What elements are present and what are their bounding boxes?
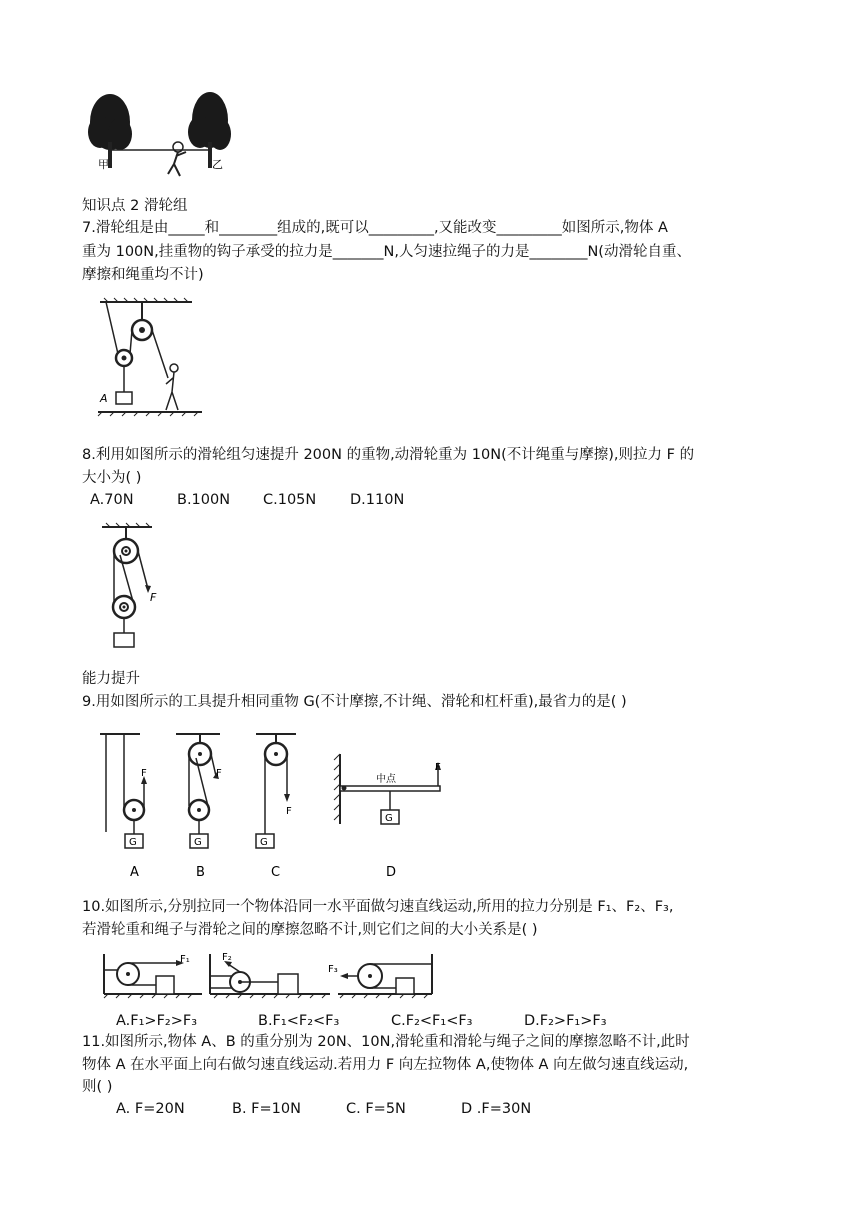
q8-line1: 8.利用如图所示的滑轮组匀速提升 200N 的重物,动滑轮重为 10N(不计绳重与摩擦),则拉力 F 的 bbox=[82, 447, 695, 463]
q7-line2: 重为 100N,挂重物的钩子承受的拉力是_______N,人匀速拉绳子的力是________N(动滑轮自重、 bbox=[82, 244, 691, 260]
q9-line1: 9.用如图所示的工具提升相同重物 G(不计摩擦,不计绳、滑轮和杠杆重),最省力的是( ) bbox=[82, 694, 627, 710]
tree-label-jia: 甲 bbox=[98, 158, 109, 171]
q9-a-g: G bbox=[129, 837, 137, 848]
q10-option-a: A.F₁>F₂>F₃ bbox=[116, 1013, 198, 1029]
q7-line3: 摩擦和绳重均不计) bbox=[82, 267, 204, 283]
q10-option-b: B.F₁<F₂<F₃ bbox=[258, 1013, 340, 1029]
q9-d-f: F bbox=[435, 762, 441, 773]
q8-pulley-figure bbox=[92, 521, 172, 656]
q8-option-c: C.105N bbox=[263, 492, 317, 508]
q9-c-f: F bbox=[286, 806, 292, 817]
q9-tool-c bbox=[256, 734, 296, 880]
tree-rope-figure bbox=[82, 92, 232, 187]
q9-b-g: G bbox=[194, 837, 202, 848]
q9-tool-a bbox=[100, 734, 147, 880]
q8-option-b: B.100N bbox=[177, 492, 231, 508]
q8-line2: 大小为( ) bbox=[82, 470, 142, 486]
q9-a-f: F bbox=[141, 768, 147, 779]
q9-tools-figure bbox=[96, 724, 456, 884]
q11-line1: 11.如图所示,物体 A、B 的重分别为 20N、10N,滑轮重和滑轮与绳子之间的摩擦忽略不计,此时 bbox=[82, 1034, 690, 1050]
q9-label-d: D bbox=[386, 865, 397, 880]
q9-label-c: C bbox=[271, 865, 281, 880]
q8-option-a: A.70N bbox=[90, 492, 134, 508]
q10-option-c: C.F₂<F₁<F₃ bbox=[391, 1013, 473, 1029]
q11-option-b: B. F=10N bbox=[232, 1101, 301, 1117]
q7-line1: 7.滑轮组是由_____和________组成的,既可以_________,又能改变_________如图所示,物体 A bbox=[82, 220, 668, 236]
q7-pulley-figure bbox=[92, 296, 212, 421]
q11-option-c: C. F=5N bbox=[346, 1101, 406, 1117]
q8-option-d: D.110N bbox=[350, 492, 405, 508]
q10-option-d: D.F₂>F₁>F₃ bbox=[524, 1013, 607, 1029]
q7-label-a: A bbox=[100, 392, 108, 405]
q9-label-a: A bbox=[130, 865, 139, 880]
q10-line1: 10.如图所示,分别拉同一个物体沿同一水平面做匀速直线运动,所用的拉力分别是 F₁、F₂、F₃, bbox=[82, 899, 674, 915]
section-title-ability: 能力提升 bbox=[82, 671, 140, 687]
q10-f3: F₃ bbox=[328, 964, 338, 975]
q10-f1: F₁ bbox=[180, 954, 190, 965]
q9-tool-d bbox=[334, 754, 441, 880]
q9-b-f: F bbox=[216, 768, 222, 779]
section-title-kp2: 知识点 2 滑轮组 bbox=[82, 198, 188, 214]
q11-line3: 则( ) bbox=[82, 1079, 113, 1095]
q10-f2: F₂ bbox=[222, 952, 232, 963]
q10-pulley-figure bbox=[100, 950, 440, 1002]
q11-option-a: A. F=20N bbox=[116, 1101, 185, 1117]
q11-option-d: D .F=30N bbox=[461, 1101, 532, 1117]
tree-label-yi: 乙 bbox=[212, 158, 223, 171]
q10-line2: 若滑轮重和绳子与滑轮之间的摩擦忽略不计,则它们之间的大小关系是( ) bbox=[82, 922, 538, 938]
q9-tool-b bbox=[176, 734, 222, 880]
q11-line2: 物体 A 在水平面上向右做匀速直线运动.若用力 F 向左拉物体 A,使物体 A 向左做匀速直线运动, bbox=[82, 1057, 689, 1073]
q9-label-b: B bbox=[196, 865, 205, 880]
q9-c-g: G bbox=[260, 837, 268, 848]
q9-midpoint: 中点 bbox=[376, 774, 396, 785]
q8-label-f: F bbox=[150, 591, 157, 604]
q9-d-g: G bbox=[385, 813, 393, 824]
